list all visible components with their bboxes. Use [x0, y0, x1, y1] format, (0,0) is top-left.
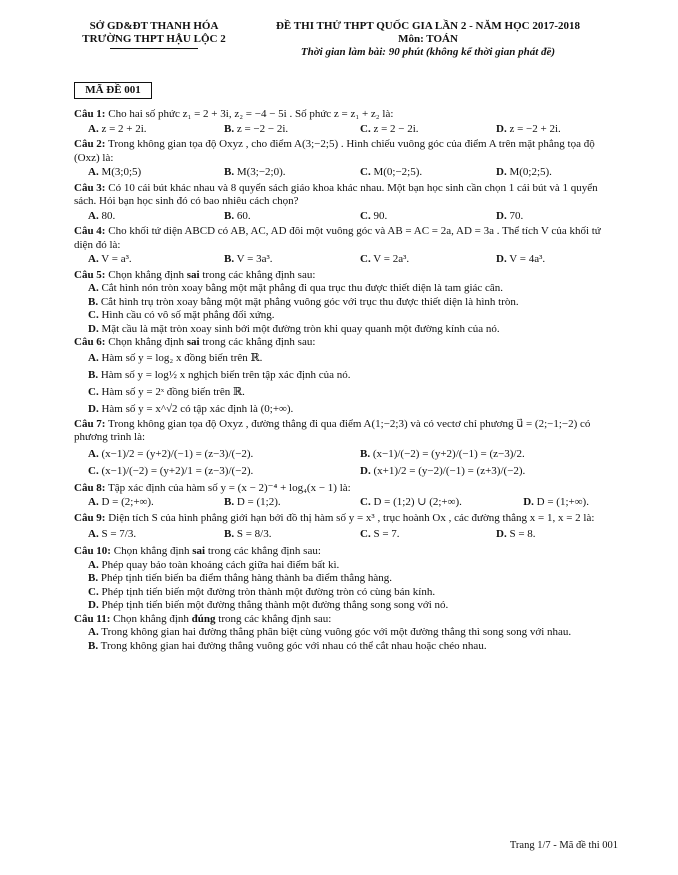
question-stem: Chọn khẳng định sai trong các khẳng định sau: — [113, 545, 321, 557]
option-c: C. V = 2a³. — [360, 253, 410, 265]
question-label: Câu 11: — [74, 612, 111, 625]
question-label: Câu 7: — [74, 417, 106, 430]
options-list — [74, 350, 618, 418]
option-b: B. V = 3a³. — [224, 253, 273, 265]
question-stem: Tập xác định của hàm số y = (x − 2)⁻⁴ + log₄(x − 1) là: — [108, 481, 351, 494]
option-a: A. M(3;0;5) — [88, 166, 142, 178]
option-c: C. 90. — [360, 209, 388, 222]
question-stem: Trong không gian tọa độ Oxyz , cho điểm A(3;−2;5) . Hình chiếu vuông góc của điểm A trên mặt phẳng tọa độ (Oxz) là: — [74, 138, 595, 164]
question-stem: Chọn khẳng định sai trong các khẳng định sau: — [108, 268, 316, 281]
option-c: C. M(0;−2;5). — [360, 166, 423, 178]
option-c: C. S = 7. — [360, 528, 400, 540]
question-6 — [74, 336, 618, 418]
options-grid — [74, 446, 618, 480]
question-stem: Chọn khẳng định đúng trong các khẳng định sau: — [113, 612, 332, 625]
question-1 — [74, 108, 618, 136]
question-label: Câu 3: — [74, 181, 106, 194]
option-b: B. Cắt hình trụ tròn xoay bằng một mặt phẳng vuông góc với trục thu được thiết diện là hình tròn. — [88, 295, 519, 308]
question-list — [74, 108, 618, 653]
options-row — [74, 166, 618, 180]
option-c: C. Phép tịnh tiến biến một đường tròn thành một đường tròn có cùng bán kính. — [88, 585, 436, 598]
question-11 — [74, 613, 618, 654]
option-d: D. 70. — [496, 209, 524, 222]
question-9 — [74, 512, 618, 544]
question-label: Câu 5: — [74, 268, 106, 281]
question-label: Câu 9: — [74, 511, 106, 524]
option-a: A. Hàm số y = log₂ x đồng biến trên ℝ. — [88, 351, 263, 364]
option-b: B. S = 8/3. — [224, 528, 272, 540]
option-b: B. Phép tịnh tiến biến ba điểm thẳng hàng thành ba điểm thẳng hàng. — [88, 572, 392, 584]
options-list — [74, 559, 618, 613]
option-b: B. 60. — [224, 209, 251, 222]
question-stem: Cho khối tứ diện ABCD có AB, AC, AD đôi một vuông góc và AB = AC = 2a, AD = 3a . Thể tích V của khối tứ diện đó là: — [74, 225, 601, 251]
option-b: B. M(3;−2;0). — [224, 166, 286, 178]
question-label: Câu 4: — [74, 225, 106, 237]
question-label: Câu 10: — [74, 545, 111, 557]
exam-code-box: MÃ ĐỀ 001 — [74, 82, 152, 99]
option-a: A. D = (2;+∞). — [88, 496, 154, 508]
option-b: B. Trong không gian hai đường thẳng vuông góc với nhau có thể cắt nhau hoặc chéo nhau. — [88, 639, 487, 652]
exam-duration: Thời gian làm bài: 90 phút (không kể thời gian phát đề) — [300, 46, 556, 58]
options-row — [74, 526, 618, 543]
question-stem: Trong không gian tọa độ Oxyz , đường thẳng đi qua điểm A(1;−2;3) và có vectơ chỉ phương u⃗ = (2;−1;−2) có phương trình là: — [74, 417, 591, 443]
option-c: C. z = 2 − 2i. — [360, 122, 419, 135]
option-b: B. D = (1;2). — [224, 496, 281, 508]
option-c: C. Hình cầu có vô số mặt phẳng đối xứng. — [88, 309, 275, 321]
option-b: B. z = −2 − 2i. — [224, 122, 289, 135]
question-stem: Có 10 cái bút khác nhau và 8 quyển sách giáo khoa khác nhau. Một bạn học sinh cần chọn 1 cái bút và 1 quyển sách. Hỏi bạn học sinh đó có bao nhiêu cách chọn? — [74, 181, 598, 207]
option-a: A. Phép quay bảo toàn khoảng cách giữa hai điểm bất kì. — [88, 558, 340, 571]
question-label: Câu 1: — [74, 108, 106, 120]
options-row — [74, 496, 618, 510]
question-label: Câu 2: — [74, 138, 106, 150]
question-8 — [74, 482, 618, 510]
question-10 — [74, 545, 618, 613]
exam-title: ĐỀ THI THỬ THPT QUỐC GIA LẦN 2 - NĂM HỌC 2017-2018 — [275, 20, 581, 32]
question-5 — [74, 269, 618, 337]
options-list — [74, 626, 618, 653]
question-3 — [74, 182, 618, 224]
question-7 — [74, 418, 618, 480]
option-d: D. V = 4a³. — [496, 253, 546, 265]
question-stem: Cho hai số phức z₁ = 2 + 3i, z₂ = −4 − 5i . Số phức z = z₁ + z₂ là: — [108, 108, 394, 120]
department-name: SỞ GD&ĐT THANH HÓA — [89, 20, 219, 32]
page-footer: Trang 1/7 - Mã đề thi 001 — [509, 840, 618, 851]
option-d: D. D = (1;+∞). — [523, 496, 589, 508]
option-d: D. M(0;2;5). — [496, 166, 552, 178]
exam-subject: Môn: TOÁN — [398, 33, 458, 45]
question-stem: Chọn khẳng định sai trong các khẳng định sau: — [108, 336, 316, 348]
option-a: A. Cắt hình nón tròn xoay bằng một mặt phẳng đi qua trục thu được thiết diện là tam giác cân. — [88, 282, 504, 294]
option-d: D. Phép tịnh tiến biến một đường thẳng thành một đường thẳng song song với nó. — [88, 599, 449, 611]
options-list — [74, 282, 618, 336]
option-d: D. (x+1)/2 = (y−2)/(−1) = (z+3)/(−2). — [360, 464, 526, 477]
option-c: C. Hàm số y = 2ˣ đồng biến trên ℝ. — [88, 385, 245, 398]
school-block — [74, 20, 234, 49]
option-d: D. Hàm số y = x^√2 có tập xác định là (0;+∞). — [88, 402, 294, 415]
option-d: D. z = −2 + 2i. — [496, 122, 561, 135]
option-a: A. (x−1)/2 = (y+2)/(−1) = (z−3)/(−2). — [88, 447, 254, 460]
question-stem: Diện tích S của hình phẳng giới hạn bởi đồ thị hàm số y = x³ , trục hoành Ox , các đường thẳng x = 1, x = 2 là: — [108, 511, 595, 524]
exam-header — [0, 20, 678, 70]
option-a: A. Trong không gian hai đường thẳng phân biệt cùng vuông góc với một đường thẳng thì song song với nhau. — [88, 626, 572, 638]
question-label: Câu 8: — [74, 481, 106, 494]
school-name: TRƯỜNG THPT HẬU LỘC 2 — [82, 33, 226, 45]
options-row — [74, 253, 618, 267]
options-row — [74, 123, 618, 137]
option-a: A. S = 7/3. — [88, 528, 137, 540]
option-d: D. S = 8. — [496, 528, 536, 540]
option-d: D. Mặt cầu là mặt tròn xoay sinh bởi một đường tròn khi quay quanh một đường kính của nó. — [88, 322, 500, 335]
option-b: B. (x−1)/(−2) = (y+2)/(−1) = (z−3)/2. — [360, 447, 525, 460]
option-a: A. V = a³. — [88, 253, 132, 265]
exam-title-block — [238, 20, 618, 59]
school-underline — [110, 48, 198, 49]
options-row — [74, 210, 618, 224]
question-2 — [74, 138, 618, 180]
option-b: B. Hàm số y = log½ x nghịch biến trên tập xác định của nó. — [88, 368, 351, 381]
option-c: C. D = (1;2) ∪ (2;+∞). — [360, 496, 462, 508]
question-label: Câu 6: — [74, 336, 106, 348]
option-a: A. z = 2 + 2i. — [88, 122, 147, 135]
question-4 — [74, 225, 618, 267]
option-c: C. (x−1)/(−2) = (y+2)/1 = (z−3)/(−2). — [88, 464, 254, 477]
option-a: A. 80. — [88, 209, 116, 222]
